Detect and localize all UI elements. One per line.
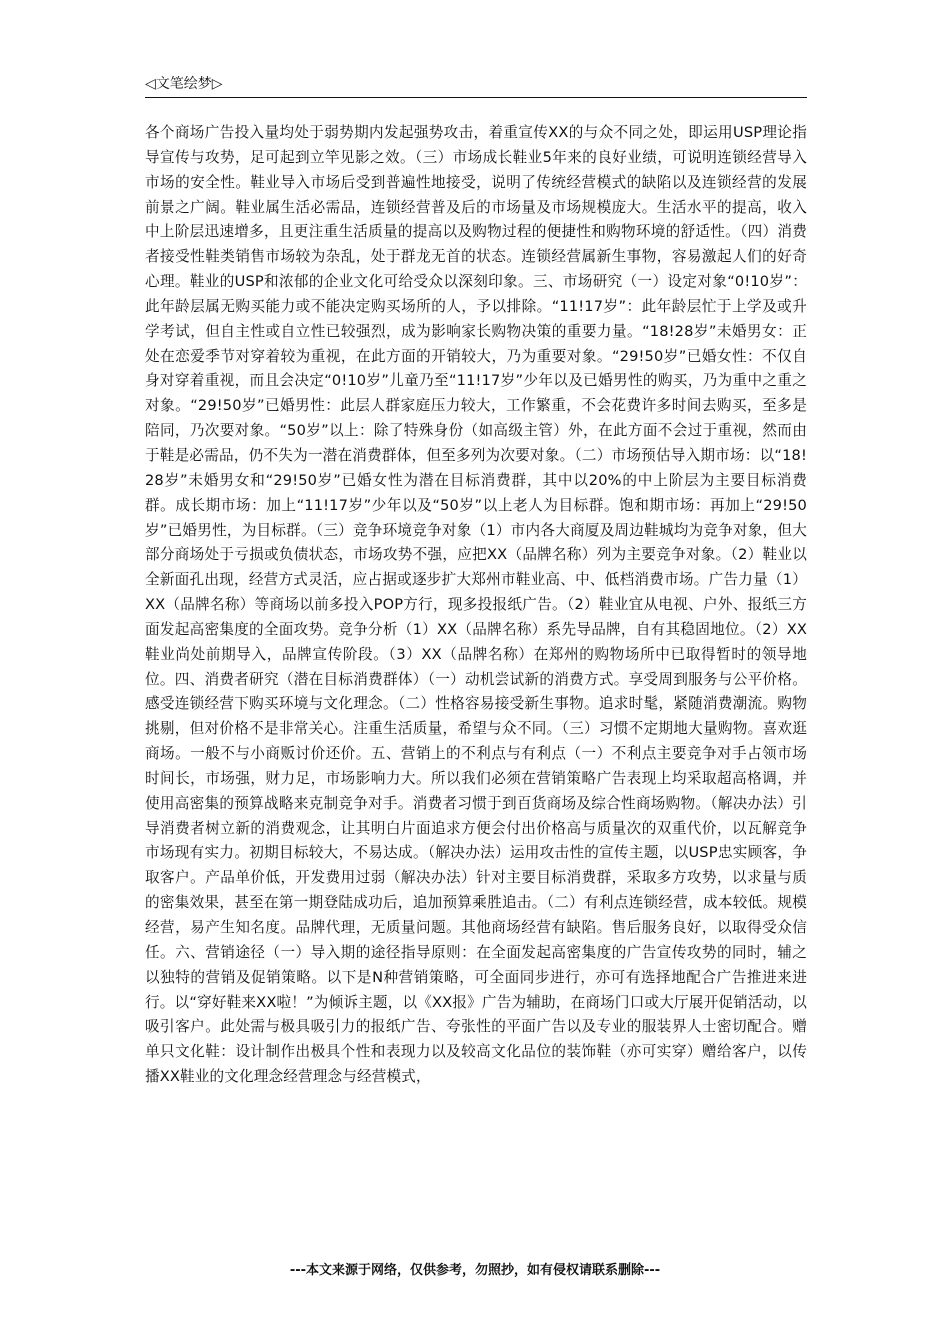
- page-footer-notice: ---本文来源于网络，仅供参考，勿照抄，如有侵权请联系删除---: [289, 1263, 661, 1278]
- header-brand-text: ◁文笔绘梦▷: [145, 76, 223, 92]
- page-header: [145, 73, 807, 98]
- document-body-text: 各个商场广告投入量均处于弱势期内发起强势攻击，着重宣传XX的与众不同之处，即运用USP理论指导宣传与攻势，足可起到立竿见影之效。（三）市场成长鞋业5年来的良好业绩，可说明连锁经营导入市场的安全性。鞋业导入市场后受到普遍性地接受，说明了传统经营模式的缺陷以及连锁经营的发展前景之广阔。鞋业属生活必需品，连锁经营普及后的市场量及市场规模庞大。生活水平的提高，收入中上阶层迅速增多，且更注重生活质量的提高以及购物过程的便捷性和购物环境的舒适性。（四）消费者接受性鞋类销售市场较为杂乱，处于群龙无首的状态。连锁经营属新生事物，容易激起人们的好奇心理。鞋业的USP和浓郁的企业文化可给受众以深刻印象。三、市场研究（一）设定对象“0!10岁”：此年龄层属无购买能力或不能决定购买场所的人，予以排除。“11!17岁”：此年龄层忙于上学及或升学考试，但自主性或自立性已较强烈，成为影响家长购物决策的重要力量。“18!28岁”未婚男女：正处在恋爱季节对穿着较为重视，在此方面的开销较大，乃为重要对象。“29!50岁”已婚女性：不仅自身对穿着重视，而且会决定“0!10岁”儿童乃至“11!17岁”少年以及已婚男性的购买，乃为重中之重之对象。“29!50岁”已婚男性：此层人群家庭压力较大，工作繁重，不会花费许多时间去购买，至多是陪同，乃次要对象。“50岁”以上：除了特殊身份（如高级主管）外，在此方面不会过于重视，然而由于鞋是必需品，仍不失为一潜在消费群体，但至多列为次要对象。（二）市场预估导入期市场：以“18!28岁”未婚男女和“29!50岁”已婚女性为潜在目标消费群，其中以20%的中上阶层为主要目标消费群。成长期市场：加上“11!17岁”少年以及“50岁”以上老人为目标群。饱和期市场：再加上“29!50岁”已婚男性，为目标群。（三）竞争环境竞争对象（1）市内各大商厦及周边鞋城均为竞争对象，但大部分商场处于亏损或负债状态，市场攻势不强，应把XX（品牌名称）列为主要竞争对象。（2）鞋业以全新面孔出现，经营方式灵活，应占据或逐步扩大郑州市鞋业高、中、低档消费市场。广告力量（1）XX（品牌名称）等商场以前多投入POP方行，现多投报纸广告。（2）鞋业宜从电视、户外、报纸三方面发起高密集度的全面攻势。竞争分析（1）XX（品牌名称）系先导品牌，自有其稳固地位。（2）XX鞋业尚处前期导入，品牌宣传阶段。（3）XX（品牌名称）在郑州的购物场所中已取得暂时的领导地位。四、消费者研究（潜在目标消费群体）（一）动机尝试新的消费方式。享受周到服务与公平价格。感受连锁经营下购买环境与文化理念。（二）性格容易接受新生事物。追求时髦，紧随消费潮流。购物挑剔，但对价格不是非常关心。注重生活质量，希望与众不同。（三）习惯不定期地大量购物。喜欢逛商场。一般不与小商贩讨价还价。五、营销上的不利点与有利点（一）不利点主要竞争对手占领市场时间长，市场强，财力足，市场影响力大。所以我们必须在营销策略广告表现上均采取超高格调，并使用高密集的预算战略来克制竞争对手。消费者习惯于到百货商场及综合性商场购物。（解决办法）引导消费者树立新的消费观念，让其明白片面追求方便会付出价格高与质量次的双重代价，以瓦解竞争市场现有实力。初期目标较大，不易达成。（解决办法）运用攻击性的宣传主题，以USP忠实顾客，争取客户。产品单价低，开发费用过弱（解决办法）针对主要目标消费群，采取多方攻势，以求量与质的密集效果，甚至在第一期登陆成功后，追加预算乘胜追击。（二）有利点连锁经营，成本较低。规模经营，易产生知名度。品牌代理，无质量问题。其他商场经营有缺陷。售后服务良好，以取得受众信任。六、营销途径（一）导入期的途径指导原则：在全面发起高密集度的广告宣传攻势的同时，辅之以独特的营销及促销策略。以下是N种营销策略，可全面同步进行，亦可有选择地配合广告推进来进行。以“穿好鞋来XX啦！”为倾诉主题，以《XX报》广告为辅助，在商场门口或大厅展开促销活动，以吸引客户。此处需与极具吸引力的报纸广告、夸张性的平面广告以及专业的服装界人士密切配合。赠单只文化鞋：设计制作出极具个性和表现力以及较高文化品位的装饰鞋（亦可实穿）赠给客户，以传播XX鞋业的文化理念经营理念与经营模式，: [145, 124, 807, 1086]
